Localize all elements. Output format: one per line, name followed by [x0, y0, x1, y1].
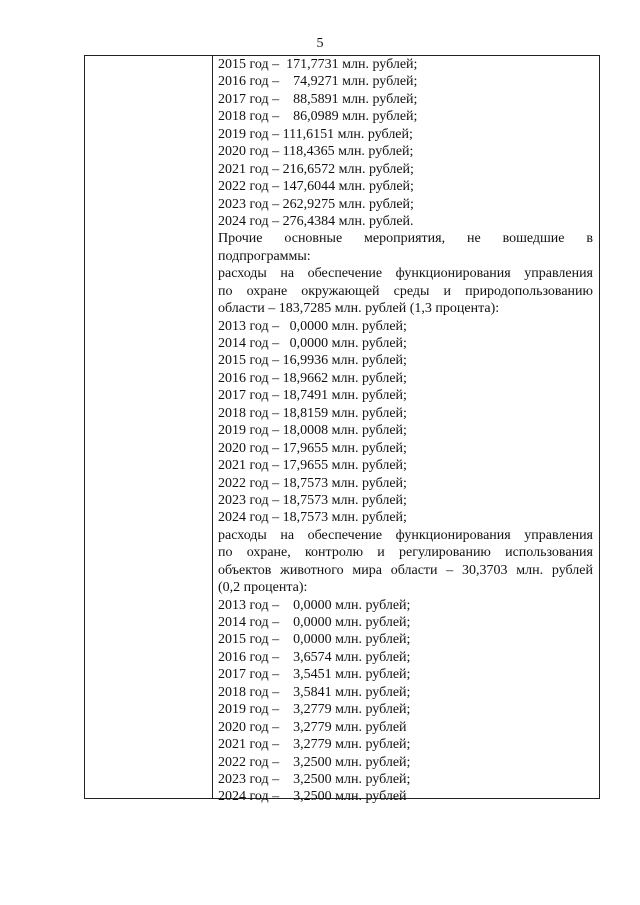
funding-line: 2016 год – 3,6574 млн. рублей; — [218, 649, 411, 665]
table-column-divider — [212, 56, 213, 798]
funding-line: 2014 год – 0,0000 млн. рублей; — [218, 336, 407, 351]
other-activities-heading: Прочие основные мероприятия, не вошедшие в — [218, 231, 593, 247]
funding-line: 2023 год – 18,7573 млн. рублей; — [218, 492, 407, 508]
funding-line: 2024 год – 18,7573 млн. рублей; — [218, 510, 407, 526]
funding-line: 2016 год – 18,9662 млн. рублей; — [218, 370, 407, 386]
section-paragraph-line: по охране, контролю и регулированию использования — [218, 545, 593, 561]
funding-line: 2013 год – 0,0000 млн. рублей; — [218, 597, 411, 613]
funding-line: 2019 год – 3,2779 млн. рублей; — [218, 702, 411, 718]
table-right-cell — [218, 56, 593, 806]
funding-line: 2013 год – 0,0000 млн. рублей; — [218, 318, 407, 334]
section-paragraph-line: объектов животного мира области – 30,3703 млн. рублей — [218, 562, 593, 578]
funding-line: 2022 год – 3,2500 млн. рублей; — [218, 754, 411, 770]
funding-line: 2024 год – 3,2500 млн. рублей — [218, 789, 407, 805]
funding-line: 2015 год – 16,9936 млн. рублей; — [218, 353, 407, 369]
funding-line: 2024 год – 276,4384 млн. рублей. — [218, 213, 414, 229]
funding-line: 2014 год – 0,0000 млн. рублей; — [218, 615, 411, 630]
funding-line: 2017 год – 88,5891 млн. рублей; — [218, 91, 418, 107]
funding-line: 2021 год – 3,2779 млн. рублей; — [218, 737, 411, 753]
funding-line: 2018 год – 86,0989 млн. рублей; — [218, 109, 418, 125]
section-paragraph-line: по охране окружающей среды и природопользованию — [218, 283, 593, 299]
funding-line: 2015 год – 171,7731 млн. рублей; — [218, 57, 418, 72]
funding-line: 2020 год – 17,9655 млн. рублей; — [218, 440, 407, 456]
content-table — [84, 55, 600, 805]
section-paragraph-line: (0,2 процента): — [218, 580, 308, 596]
other-activities-heading-end: подпрограммы: — [218, 248, 311, 264]
funding-line: 2017 год – 3,5451 млн. рублей; — [218, 667, 411, 683]
funding-line: 2017 год – 18,7491 млн. рублей; — [218, 388, 407, 404]
section-paragraph-line: области – 183,7285 млн. рублей (1,3 процента): — [218, 301, 500, 317]
section-paragraph-line: расходы на обеспечение функционирования управления — [218, 527, 593, 543]
funding-line: 2023 год – 262,9275 млн. рублей; — [218, 196, 414, 212]
funding-line: 2022 год – 147,6044 млн. рублей; — [218, 179, 414, 195]
page-number: 5 — [316, 36, 324, 51]
funding-line: 2018 год – 3,5841 млн. рублей; — [218, 684, 411, 700]
funding-line: 2016 год – 74,9271 млн. рублей; — [218, 74, 418, 90]
funding-line: 2020 год – 118,4365 млн. рублей; — [218, 144, 414, 160]
funding-line: 2019 год – 111,6151 млн. рублей; — [218, 126, 413, 142]
funding-line: 2022 год – 18,7573 млн. рублей; — [218, 475, 407, 491]
funding-line: 2023 год – 3,2500 млн. рублей; — [218, 771, 411, 787]
funding-line: 2018 год – 18,8159 млн. рублей; — [218, 405, 407, 421]
funding-line: 2021 год – 17,9655 млн. рублей; — [218, 458, 407, 474]
funding-line: 2021 год – 216,6572 млн. рублей; — [218, 161, 414, 177]
funding-line: 2015 год – 0,0000 млн. рублей; — [218, 632, 411, 648]
funding-line: 2020 год – 3,2779 млн. рублей — [218, 719, 407, 735]
section-paragraph-line: расходы на обеспечение функционирования управления — [218, 266, 593, 282]
funding-line: 2019 год – 18,0008 млн. рублей; — [218, 423, 407, 439]
